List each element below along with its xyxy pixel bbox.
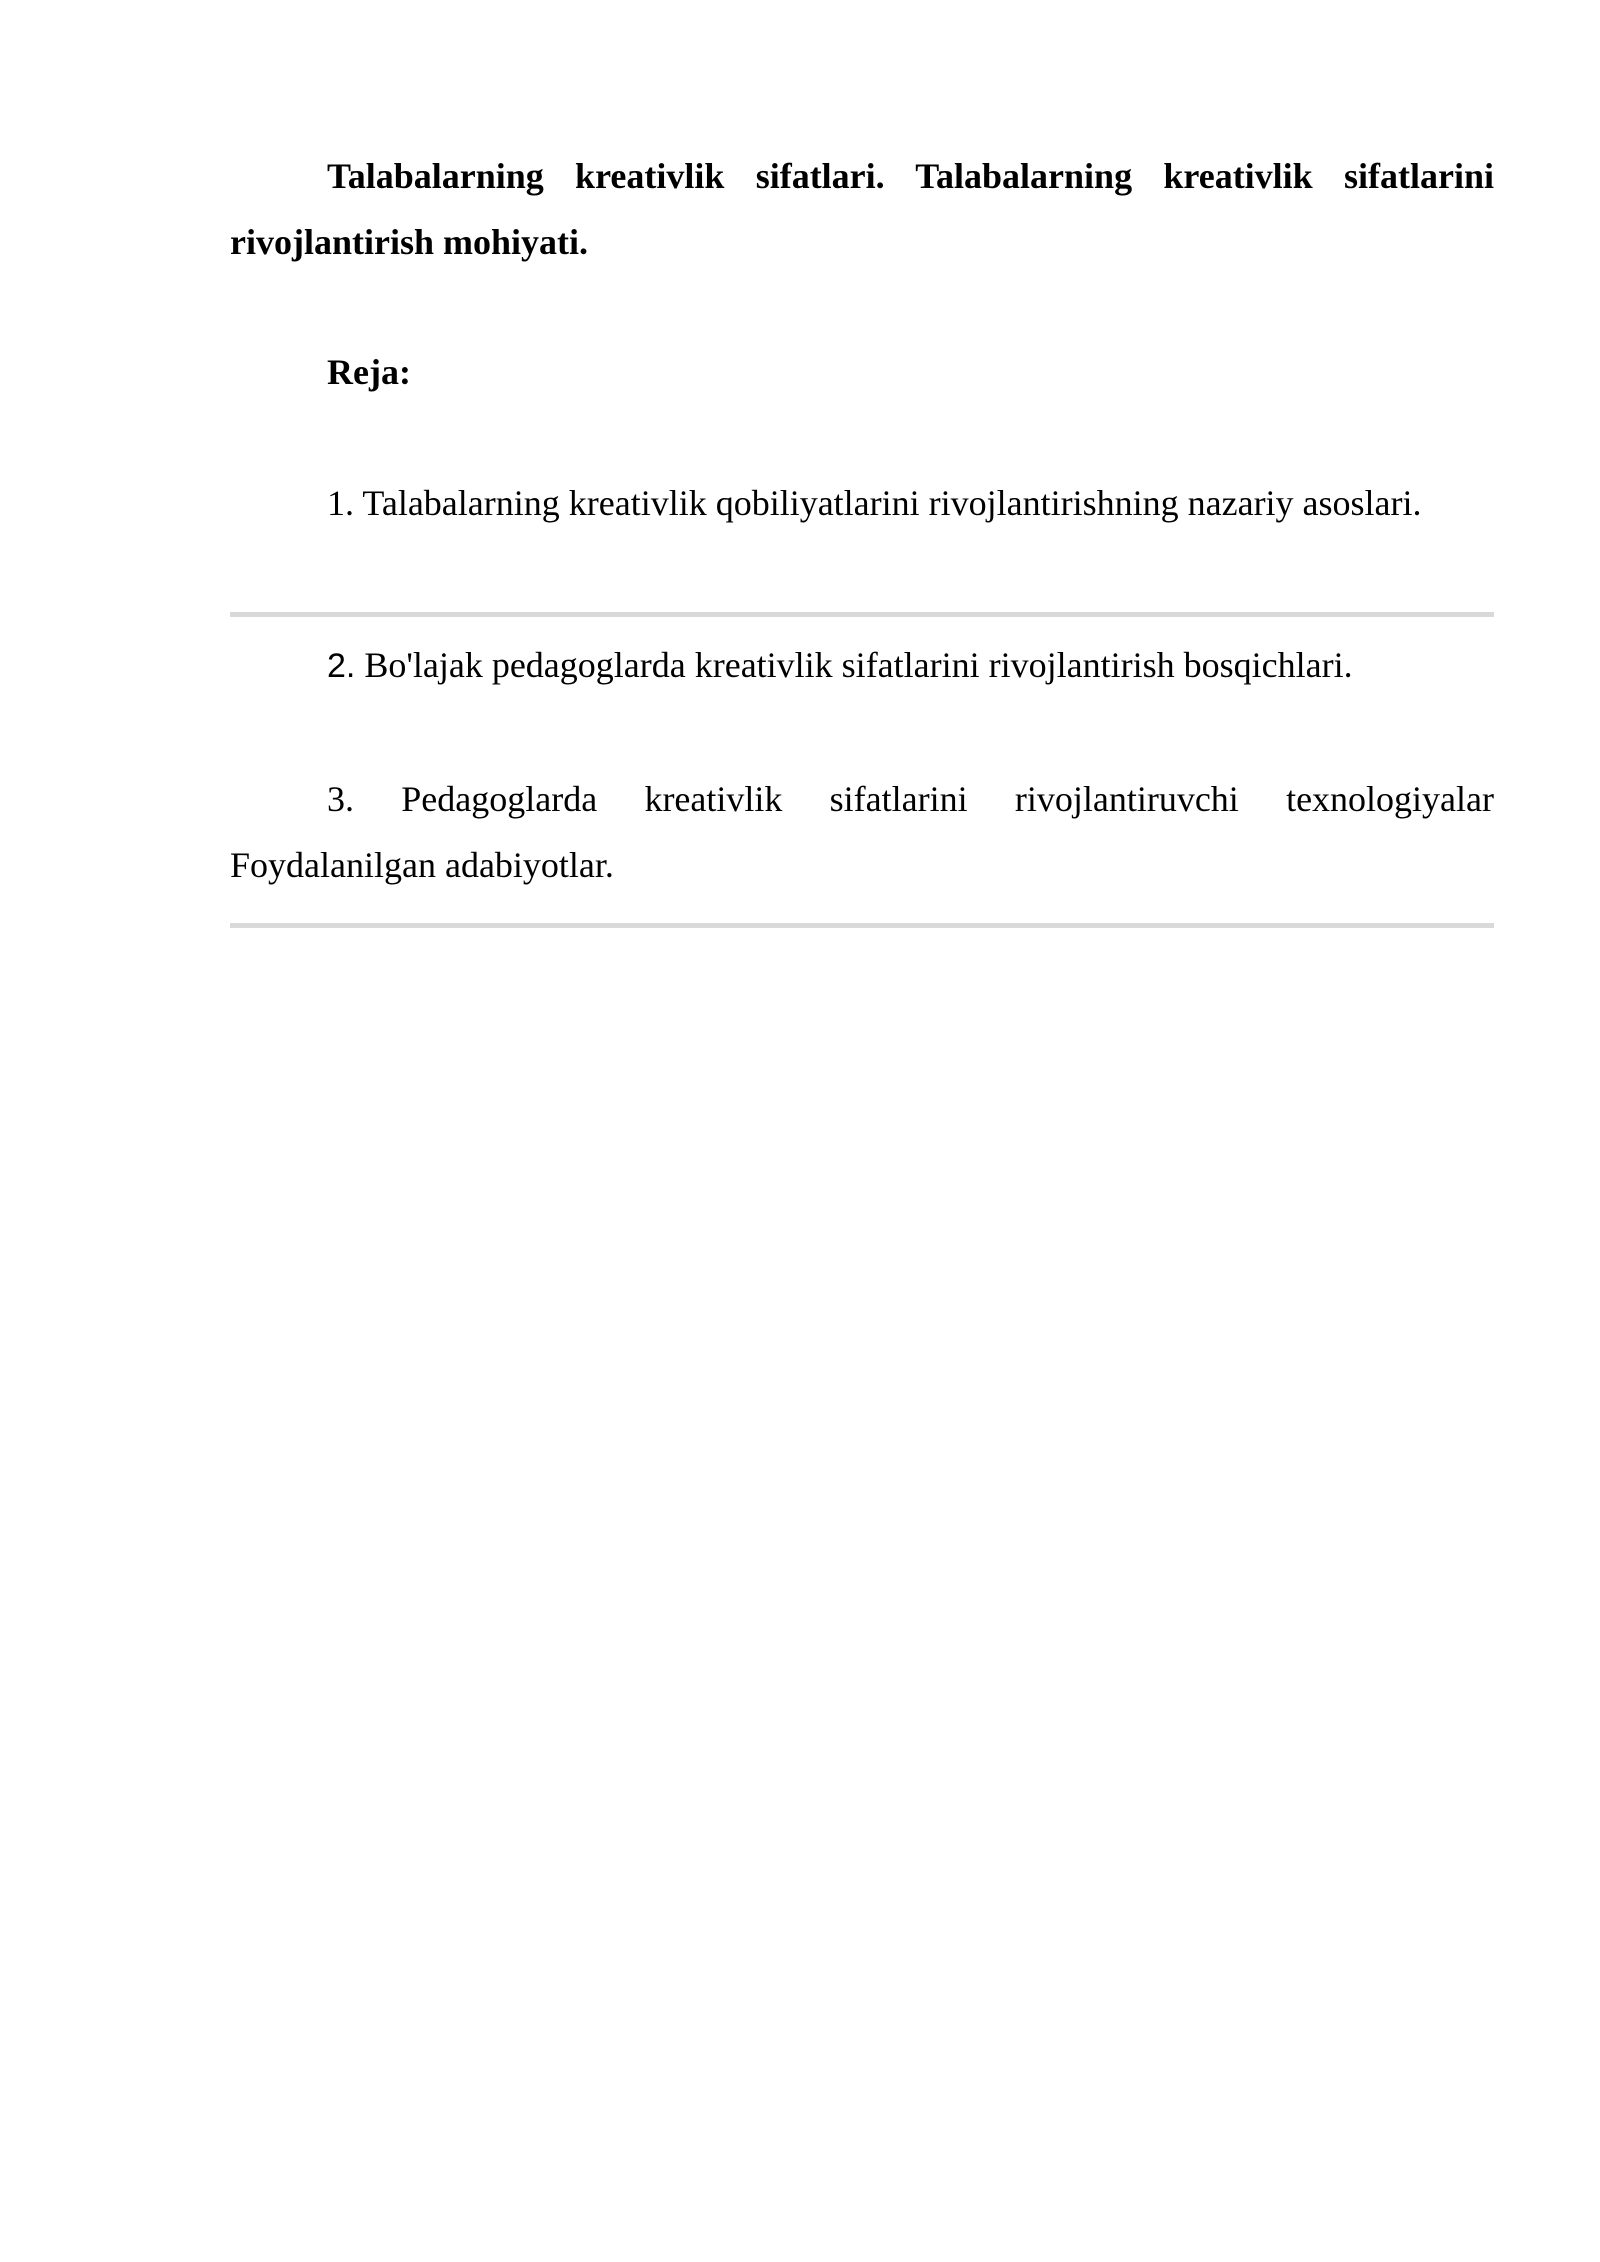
divider xyxy=(230,612,1494,617)
plan-item-text: Talabalarning kreativlik qobiliyatlarini rivojlantirishning nazariy asoslari. xyxy=(362,483,1422,523)
divider xyxy=(230,923,1494,928)
plan-item-number: 1. xyxy=(327,483,354,523)
plan-item-number: 2. xyxy=(327,647,356,685)
plan-item-2 xyxy=(327,632,1494,699)
page-title: Talabalarning kreativlik sifatlari. Talabalarning kreativlik sifatlarini rivojlantirish mohiyati. xyxy=(230,156,1494,262)
plan-item-number: 3. xyxy=(327,779,354,819)
plan-item-1 xyxy=(327,470,1494,536)
plan-item-3 xyxy=(230,766,1494,898)
plan-heading: Reja: xyxy=(327,352,411,392)
plan-item-text: Pedagoglarda kreativlik sifatlarini rivojlantiruvchi texnologiyalar Foydalanilgan adabiyotlar. xyxy=(230,779,1494,885)
plan-item-text: Bo'lajak pedagoglarda kreativlik sifatlarini rivojlantirish bosqichlari. xyxy=(364,645,1353,685)
